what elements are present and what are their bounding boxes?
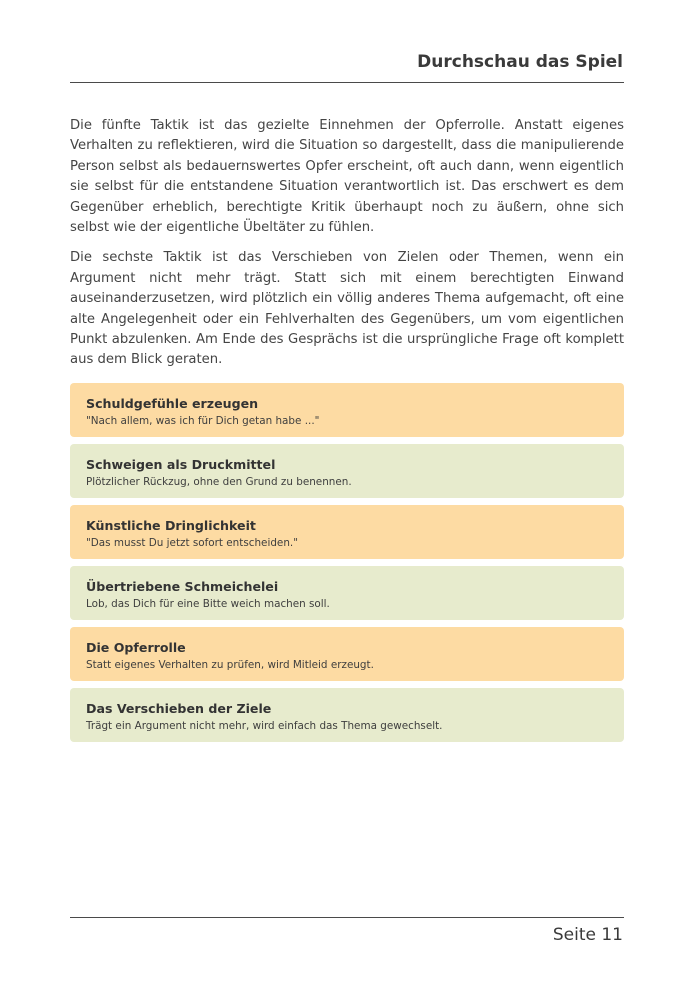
tactic-card-text: Plötzlicher Rückzug, ohne den Grund zu benennen. — [86, 475, 352, 488]
page-content — [70, 116, 624, 749]
tactic-card-urgency — [70, 505, 624, 559]
tactic-card-flattery — [70, 566, 624, 620]
tactic-card-guilt — [70, 383, 624, 437]
tactic-card-silence — [70, 444, 624, 498]
tactic-card-title: Das Verschieben der Ziele — [86, 700, 272, 716]
tactic-card-title: Künstliche Dringlichkeit — [86, 517, 256, 533]
page-header-title: Durchschau das Spiel — [417, 52, 623, 72]
tactic-card-text: "Das musst Du jetzt sofort entscheiden." — [86, 536, 298, 549]
page-number: Seite 11 — [552, 925, 623, 945]
footer-divider — [70, 917, 624, 918]
tactic-card-title: Schweigen als Druckmittel — [86, 456, 276, 472]
tactic-card-title: Schuldgefühle erzeugen — [86, 395, 259, 411]
tactic-card-text: "Nach allem, was ich für Dich getan habe ..." — [86, 414, 320, 427]
tactic-card-victim-role — [70, 627, 624, 681]
tactics-summary-list — [70, 383, 624, 742]
tactic-card-title: Die Opferrolle — [86, 639, 186, 655]
tactic-card-text: Lob, das Dich für eine Bitte weich machen soll. — [86, 597, 330, 610]
paragraph-fifth-tactic: Die fünfte Taktik ist das gezielte Einnehmen der Opferrolle. Anstatt eigenes Verhalten zu reflektieren, wird die Situation so dargestellt, dass die manipulierende Person selbst als bedauernswertes Opfer erscheint, oft auch dann, wenn eigentlich sie selbst für die entstandene Situation verantwortlich ist. Das erschwert es dem Gegenüber erheblich, berechtigte Kritik überhaupt noch zu äußern, ohne sich selbst wie der eigentliche Übeltäter zu fühlen. — [70, 118, 624, 236]
tactic-card-title: Übertriebene Schmeichelei — [86, 578, 279, 594]
header-divider — [70, 82, 624, 83]
tactic-card-shifting-goals — [70, 688, 624, 742]
tactic-card-text: Trägt ein Argument nicht mehr, wird einfach das Thema gewechselt. — [86, 719, 443, 732]
tactic-card-text: Statt eigenes Verhalten zu prüfen, wird Mitleid erzeugt. — [86, 658, 374, 671]
paragraph-sixth-tactic: Die sechste Taktik ist das Verschieben von Zielen oder Themen, wenn ein Argument nicht mehr trägt. Statt sich mit einem berechtigten Einwand auseinanderzusetzen, wird plötzlich ein völlig anderes Thema aufgemacht, oft eine alte Angelegenheit oder ein Fehlverhalten des Gegenübers, um vom eigentlichen Punkt abzulenken. Am Ende des Gesprächs ist die ursprüngliche Frage oft komplett aus dem Blick geraten. — [70, 250, 624, 368]
